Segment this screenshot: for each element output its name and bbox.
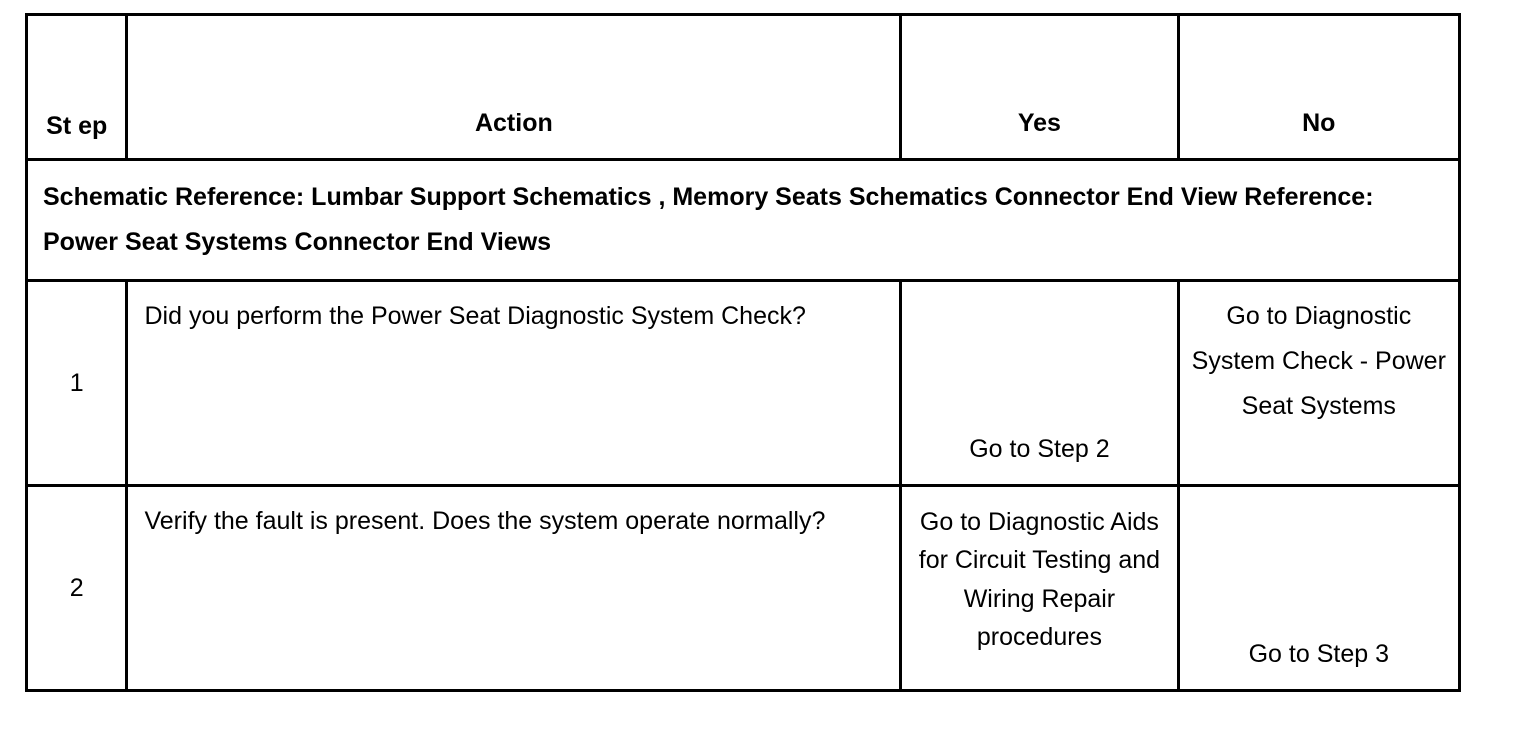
no-result: Go to Diagnostic System Check - Power Seat Systems xyxy=(1178,281,1459,486)
table-row xyxy=(27,486,1460,691)
header-yes: Yes xyxy=(901,15,1178,160)
no-result: Go to Step 3 xyxy=(1178,486,1459,691)
table-row xyxy=(27,281,1460,486)
diagnostic-table xyxy=(25,13,1461,692)
header-step: St ep xyxy=(27,15,127,160)
step-number: 2 xyxy=(27,486,127,691)
action-text: Did you perform the Power Seat Diagnostic System Check? xyxy=(127,281,901,486)
header-no: No xyxy=(1178,15,1459,160)
schematic-reference-row xyxy=(27,160,1460,281)
yes-result: Go to Diagnostic Aids for Circuit Testing and Wiring Repair procedures xyxy=(901,486,1178,691)
step-number: 1 xyxy=(27,281,127,486)
header-action: Action xyxy=(127,15,901,160)
header-row xyxy=(27,15,1460,160)
action-text: Verify the fault is present. Does the system operate normally? xyxy=(127,486,901,691)
schematic-reference: Schematic Reference: Lumbar Support Schematics , Memory Seats Schematics Connector End View Reference: Power Seat Systems Connector End Views xyxy=(27,160,1460,281)
yes-result: Go to Step 2 xyxy=(901,281,1178,486)
